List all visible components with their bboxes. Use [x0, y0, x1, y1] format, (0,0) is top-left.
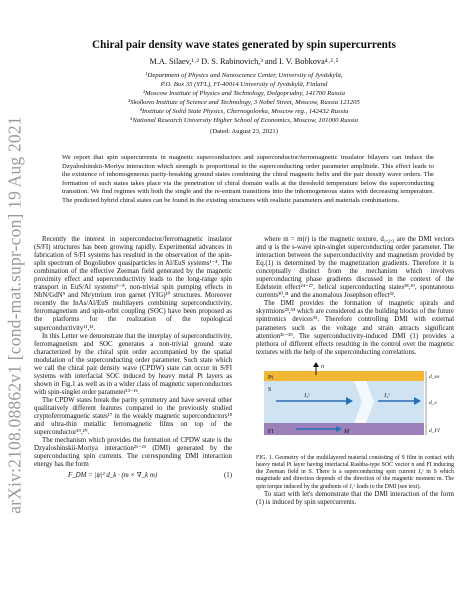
thickness-label: d_so: [429, 373, 440, 380]
pt-label: Pt: [268, 374, 274, 381]
layer-diagram: [256, 361, 454, 451]
paragraph: The DMI provides the formation of magnetic spirals and skyrmions³³,³⁴ which are considered as the building blocks of the future spintronics devices³⁵. Therefore controlling DMI with external parameters such as the voltage and strain attracts significant attention³⁶⁻³⁹. The superconductivity-induced DMI (1) provides a plethora of different effects resulting in the control over the magnetic textures with the help of the superconducting correlations.: [256, 300, 454, 356]
affiliation-line: ²Moscow Institute of Physics and Technology, Dolgoprudny, 141700 Russia: [142, 90, 345, 97]
paragraph: where m = m(r) is the magnetic texture, d₁,₂,₃ are the DMI vectors and ψ is the s-wave spin-singlet superconducting order parameter. The interaction between the superconductivity and magnetism provided by Eq.(1) is determined by the magnetization gradients. Therefore it is conceptually distinct from the mechanism which involves superconducting phase gradients discussed in the context of the Edelstein effect²⁴⁻²⁷, helical superconducting states²⁸,²⁹, spontaneous currents³⁰,³¹ and the anomalous Josephson effect³².: [256, 236, 454, 300]
affiliation-line: ⁵National Research University Higher School of Economics, Moscow, 101000 Russia: [130, 117, 358, 124]
s-layer: [264, 381, 424, 423]
affiliation-line: P.O. Box 35 (YFL), FI-40014 University of Jyväskylä, Finland: [160, 81, 328, 88]
author-list: M.A. Silaev,¹˒² D. S. Rabinovich,³ and I. V. Bobkova⁴˒²˒⁵: [149, 57, 339, 66]
abstract: We report that spin supercurrents in magnetic superconductors and superconductor/ferromagnetic insulator bilayers can induce the Dzyaloshinskii-Moriya interaction which strength is proportional to the superconducting order parameter amplitude. This effect leads to the existence of inhomogeneous parity-breaking ground states combining the chiral magnetic helix and the pair density wave orders. The formation of such states takes place via the penetration of chiral domain walls at the threshold temperature below the superconducting transition. We find regimes with both the single and the re-entrant transitions into the inhomogeneous states with decreasing temperature. The predicted hybrid chiral states can be found in the existing structures with realistic parameters and materials combinations.: [62, 154, 434, 204]
fi-label: FI: [268, 428, 274, 435]
paragraph: The mechanism which provides the formation of CPDW state is the Dzyaloshinskii-Moriya interaction²¹⁻²³ (DMI) generated by the superconducting spin currents. The corresponding DMI interaction energy has the form: [34, 437, 232, 469]
arrow-head: [313, 362, 319, 367]
paragraph: To start with let's demonstrate that the DMI interaction of the form (1) is induced by spin supercurrents.: [256, 490, 454, 506]
equation-text: F_DM = |ψ|² d_k · (m × ∇_k m): [68, 472, 158, 480]
paragraph: Recently the interest in superconductor/ferromagnetic insulator (S/FI) structures has been growing rapidly. Experimental advances in fabrication of S/FI systems has resulted in the observation of the spin-split spectrum of Bogoliubov quasiparticles in Al/EuS systems¹⁻⁴. The combination of the effective Zeeman field generated by the magnetic proximity effect and superconductivity leads to the long-range spin transport in EuS/Al systems⁵⁻⁸, non-trivial spin pumping effects in NbN/GdN⁹ and Nb/yttrium iron garnet (YIG)¹⁰ structures. Moreover recently the InAs/Al/EuS multilayers combining superconductivity, ferromagnetism and spin-orbit coupling (SOC) have been proposed as the platforms for the realization of the topological superconductivity¹¹,¹².: [34, 236, 232, 332]
right-column: [256, 236, 454, 507]
spin-current-label: J₁ˢ: [384, 392, 390, 399]
paragraph: In this Letter we demonstrate that the interplay of superconductivity, ferromagnetism and SOC generates a non-trivial ground state characterized by the chiral spin order accompanied by the spatial modulation of the superconducting order parameter. Such state which we call the chiral pair density wave (CPDW) state can occur in S/FI systems with interfacial SOC induced by heavy metal Pt layers as shown in Fig.1 as well as in a wider class of magnetic superconductors with spin-singlet order parameter¹³⁻¹⁶.: [34, 332, 232, 396]
figure-caption: FIG. 1. Geometry of the multilayered material consisting of S film in contact with heavy metal Pt layer having interfacial Rashba-type SOC vector n and FI inducing the Zeeman field in S. There is a superconducting spin current J₃ˢ in S which magnitude and direction depends of the direction of the magnetic moment m. The spin torque induced by the gradients of J₁ˢ leads to the DMI (see text).: [256, 454, 454, 490]
figure-1: [256, 361, 454, 451]
thickness-label: d_FI: [429, 427, 440, 434]
thickness-label: d_s: [429, 399, 437, 406]
affiliation-line: ³Skolkovo Institute of Science and Technology, 3 Nobel Street, Moscow, Russia 121205: [128, 99, 360, 106]
spin-current-label: J₃ˢ: [304, 392, 310, 399]
paragraph: The CPDW states break the parity symmetry and have several other qualitatively different features compared to the previously studied cryptoferromagnetic states¹⁷ in the weakly magnetic superconductors¹⁸ and ultra-thin metallic ferromagnetic films on top of the superconductor¹⁹,²⁰.: [34, 396, 232, 437]
soc-label: n: [321, 363, 324, 370]
affiliation-line: ⁴Institute of Solid State Physics, Chernogolovka, Moscow reg., 142432 Russia: [139, 108, 349, 115]
equation-1: [34, 472, 232, 484]
s-label: S: [268, 386, 272, 393]
magnetization-label: M: [344, 428, 349, 435]
arxiv-stamp-text: arXiv:2108.08862v1 [cond-mat.supr-con] 19 Aug 2021: [4, 116, 25, 514]
left-column: [34, 236, 232, 487]
affiliation-line: ¹Department of Physics and Nanoscience Center, University of Jyväskylä,: [145, 72, 343, 79]
pt-layer: [264, 371, 424, 381]
arxiv-stamp: [2, 116, 28, 514]
date-line: (Dated: August 23, 2021): [210, 128, 278, 135]
paper-title: Chiral pair density wave states generated by spin supercurrents: [92, 39, 396, 51]
equation-number: (1): [223, 472, 232, 480]
